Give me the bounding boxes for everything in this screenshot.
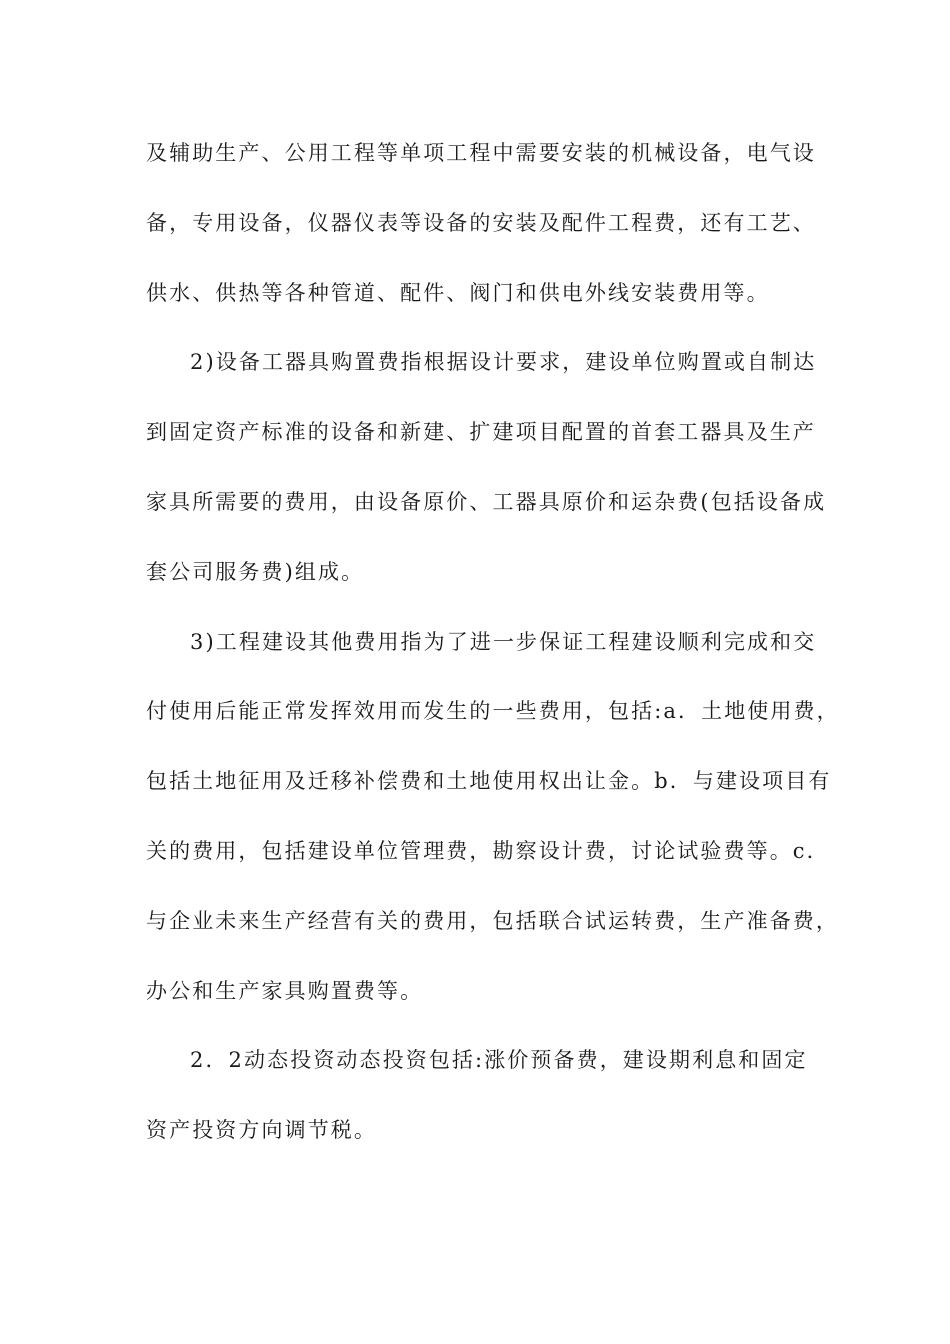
text-line-3: 供水、供热等各种管道、配件、阀门和供电外线安装费用等。 [146, 281, 770, 305]
text-line-7: 套公司服务费)组成。 [146, 560, 365, 584]
paragraph-2-line-1: 2)设备工器具购置费指根据设计要求，建设单位购置或自制达 [190, 350, 817, 374]
text-line-15: 资产投资方向调节税。 [146, 1118, 377, 1142]
text-line-6: 家具所需要的费用，由设备原价、工器具原价和运杂费(包括设备成 [146, 490, 827, 514]
section-heading-2-2: 2．2动态投资动态投资包括:涨价预备费，建设期利息和固定 [190, 1048, 808, 1072]
paragraph-3-line-1: 3)工程建设其他费用指为了进一步保证工程建设顺利完成和交 [190, 630, 817, 654]
text-line-5: 到固定资产标准的设备和新建、扩建项目配置的首套工器具及生产 [146, 420, 816, 444]
text-line-1: 及辅助生产、公用工程等单项工程中需要安装的机械设备，电气设 [146, 141, 816, 165]
text-line-9: 付使用后能正常发挥效用而发生的一些费用，包括:a．土地使用费， [146, 699, 840, 723]
text-line-13: 办公和生产家具购置费等。 [146, 979, 424, 1003]
text-line-2: 备，专用设备，仪器仪表等设备的安装及配件工程费，还有工艺、 [146, 211, 816, 235]
text-line-12: 与企业未来生产经营有关的费用，包括联合试运转费，生产准备费， [146, 909, 839, 933]
text-line-11: 关的费用，包括建设单位管理费，勘察设计费，讨论试验费等。c． [146, 839, 830, 863]
text-line-10: 包括土地征用及迁移补偿费和土地使用权出让金。b．与建设项目有 [146, 769, 832, 793]
